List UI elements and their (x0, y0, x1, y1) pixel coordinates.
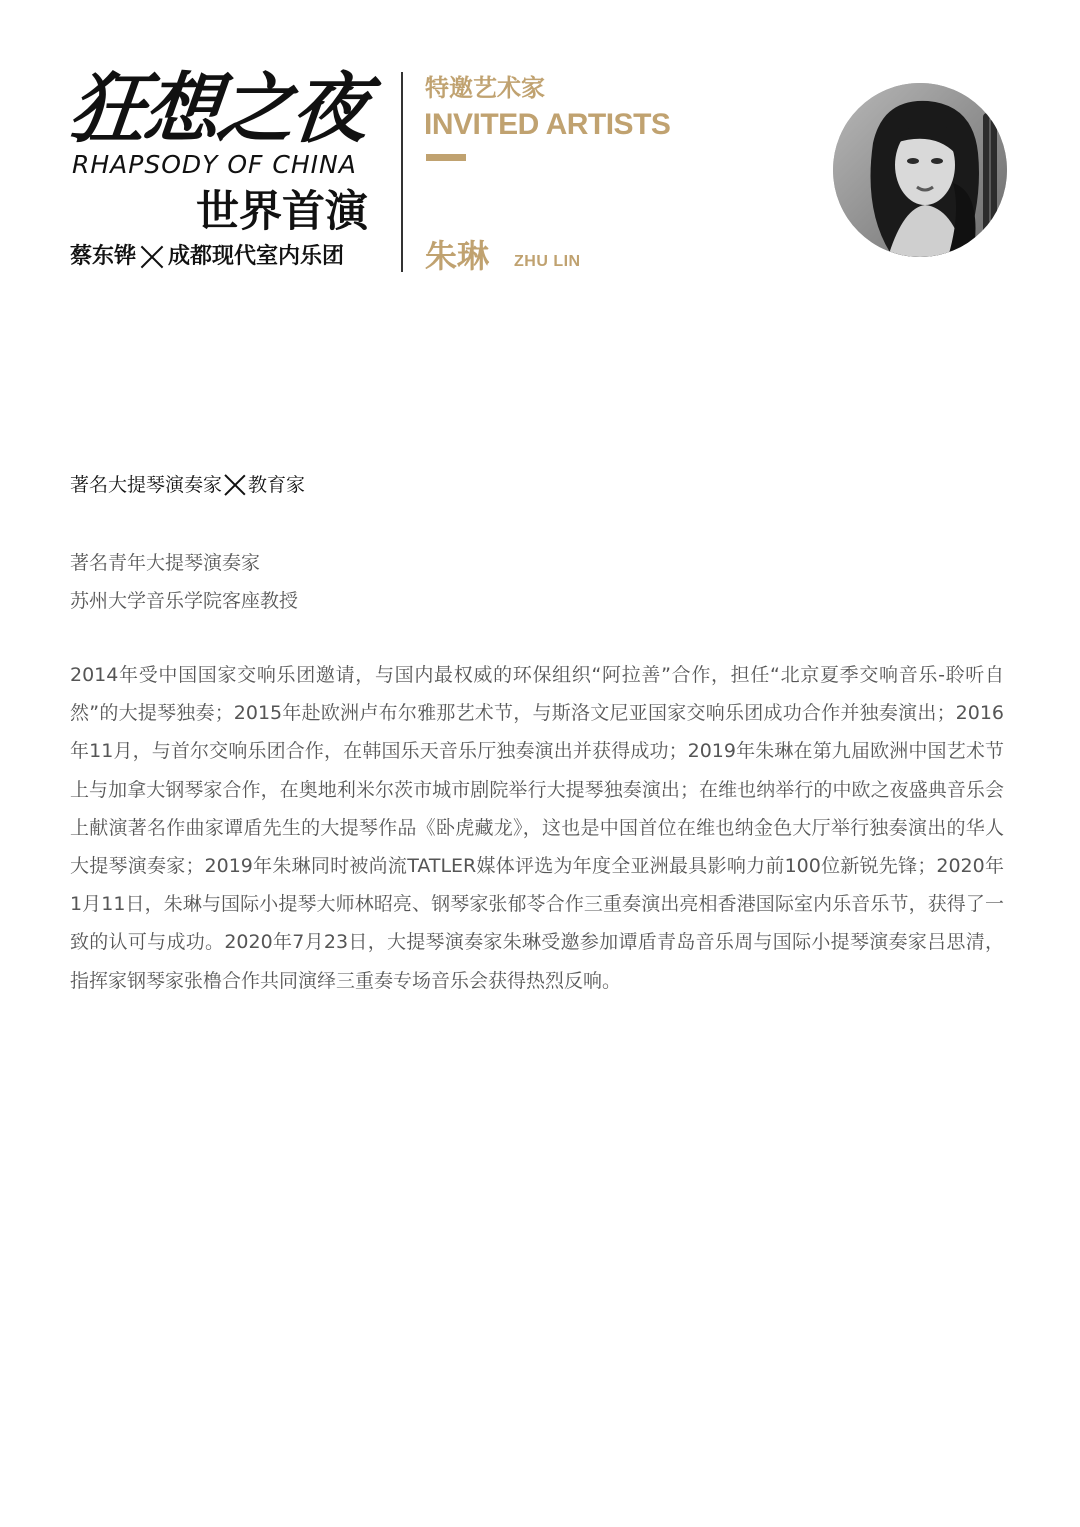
logo-title: 狂想之夜 (65, 64, 371, 153)
collab-left: 蔡东铧 (70, 244, 137, 269)
subtitle-right: 教育家 (248, 474, 306, 496)
role-item: 著名青年大提琴演奏家 (70, 552, 261, 574)
artist-name-en: ZHU LIN (514, 253, 581, 270)
logo-premiere: 世界首演 (196, 187, 368, 237)
roles-list (70, 544, 298, 620)
logo-collab (70, 240, 344, 274)
section-title-en: INVITED ARTISTS (424, 108, 671, 141)
collab-right: 成都现代室内乐团 (168, 244, 345, 269)
biography: 2014年受中国国家交响乐团邀请，与国内最权威的环保组织“阿拉善”合作，担任“北京夏季交响音乐-聆听自然”的大提琴独奏；2015年赴欧洲卢布尔雅那艺术节，与斯洛文尼亚国家交响乐团成功合作并独奏演出；2016年11月，与首尔交响乐团合作，在韩国乐天音乐厅独奏演出并获得成功；2019年朱琳在第九届欧洲中国艺术节上与加拿大钢琴家合作，在奥地利米尔茨市城市剧院举行大提琴独奏演出；在维也纳举行的中欧之夜盛典音乐会上献演著名作曲家谭盾先生的大提琴作品《卧虎藏龙》，这也是中国首位在维也纳金色大厅举行独奏演出的华人大提琴演奏家；2019年朱琳同时被尚流TATLER媒体评选为年度全亚洲最具影响力前100位新锐先锋；2020年1月11日，朱琳与国际小提琴大师林昭亮、钢琴家张郁苓合作三重奏演出亮相香港国际室内乐音乐节，获得了一致的认可与成功。2020年7月23日，大提琴演奏家朱琳受邀参加谭盾青岛音乐周与国际小提琴演奏家吕思清，指挥家钢琴家张橹合作共同演绎三重奏专场音乐会获得热烈反响。 (70, 664, 1004, 992)
accent-bar (426, 154, 466, 161)
section-title-cn: 特邀艺术家 (425, 74, 545, 102)
artist-portrait (833, 83, 1007, 257)
header-divider (401, 72, 403, 272)
role-item: 苏州大学音乐学院客座教授 (70, 590, 299, 612)
artist-name-cn: 朱琳 (425, 237, 490, 275)
logo-subtitle-en: RHAPSODY OF CHINA (72, 150, 357, 179)
cross-icon (224, 474, 246, 496)
cross-icon (139, 244, 165, 270)
subtitle-left: 著名大提琴演奏家 (70, 474, 223, 496)
profile-subtitle (70, 470, 305, 500)
